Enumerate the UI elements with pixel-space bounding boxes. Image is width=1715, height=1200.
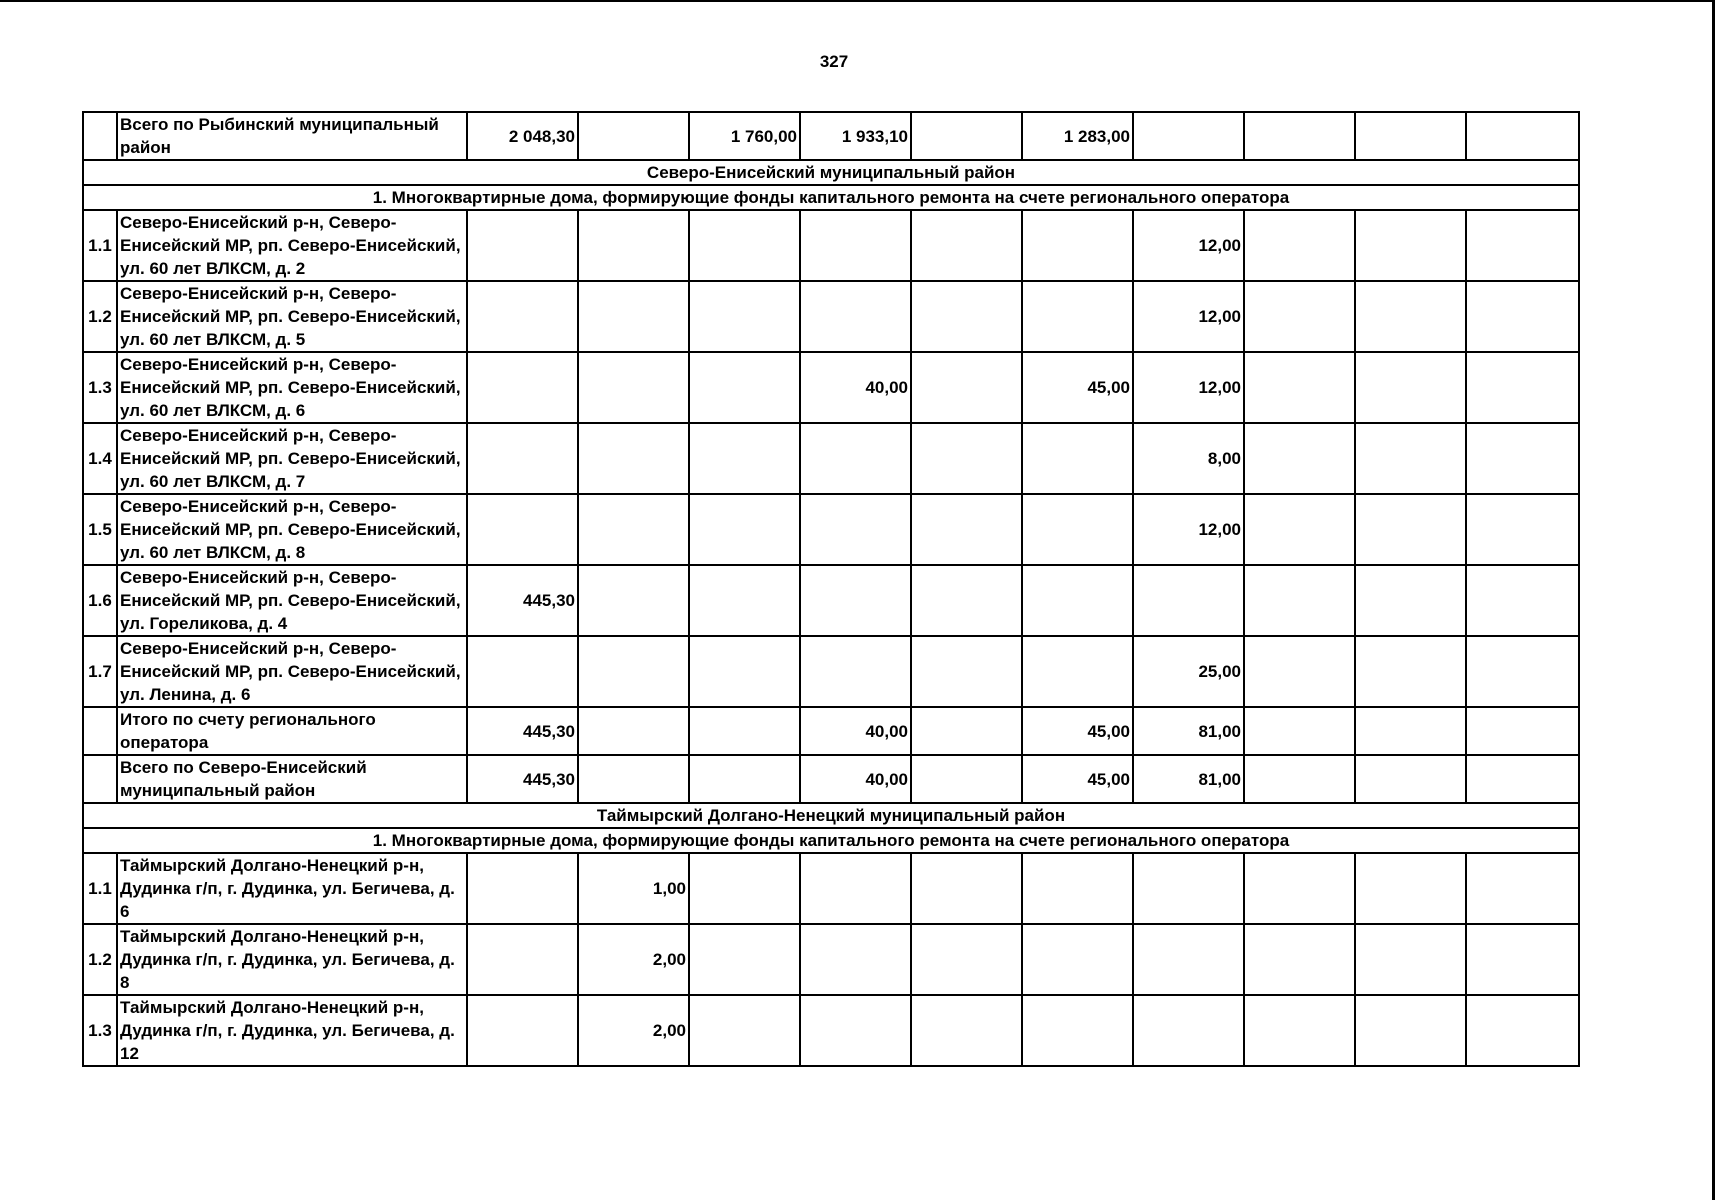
row-number: 1.2 bbox=[83, 924, 117, 995]
table-row bbox=[83, 423, 1579, 494]
value-cell bbox=[911, 636, 1022, 707]
value-cell bbox=[467, 281, 578, 352]
value-cell bbox=[1466, 995, 1579, 1066]
table-row bbox=[83, 352, 1579, 423]
table-row bbox=[83, 636, 1579, 707]
value-cell bbox=[1466, 423, 1579, 494]
value-cell: 12,00 bbox=[1133, 352, 1244, 423]
value-cell: 40,00 bbox=[800, 707, 911, 755]
value-cell bbox=[800, 853, 911, 924]
value-cell: 40,00 bbox=[800, 755, 911, 803]
value-cell bbox=[1244, 565, 1355, 636]
table-row bbox=[83, 707, 1579, 755]
value-cell bbox=[467, 853, 578, 924]
row-address: Северо-Енисейский р-н, Северо-Енисейский МР, рп. Северо-Енисейский, ул. 60 лет ВЛКСМ, д. 5 bbox=[117, 281, 467, 352]
value-cell bbox=[689, 565, 800, 636]
value-cell bbox=[578, 565, 689, 636]
value-cell: 25,00 bbox=[1133, 636, 1244, 707]
value-cell bbox=[1022, 636, 1133, 707]
value-cell bbox=[1133, 924, 1244, 995]
value-cell bbox=[800, 565, 911, 636]
row-number: 1.1 bbox=[83, 210, 117, 281]
value-cell bbox=[1244, 636, 1355, 707]
section-title: Северо-Енисейский муниципальный район bbox=[83, 160, 1579, 185]
value-cell bbox=[1244, 924, 1355, 995]
value-cell bbox=[1466, 565, 1579, 636]
value-cell bbox=[1022, 995, 1133, 1066]
value-cell bbox=[578, 423, 689, 494]
row-number bbox=[83, 755, 117, 803]
value-cell bbox=[1355, 755, 1466, 803]
value-cell: 12,00 bbox=[1133, 494, 1244, 565]
value-cell bbox=[911, 924, 1022, 995]
row-number: 1.4 bbox=[83, 423, 117, 494]
value-cell: 45,00 bbox=[1022, 352, 1133, 423]
row-address: Таймырский Долгано-Ненецкий р-н, Дудинка г/п, г. Дудинка, ул. Бегичева, д. 12 bbox=[117, 995, 467, 1066]
row-number: 1.1 bbox=[83, 853, 117, 924]
value-cell bbox=[1355, 210, 1466, 281]
value-cell bbox=[689, 995, 800, 1066]
value-cell bbox=[467, 352, 578, 423]
value-cell bbox=[578, 494, 689, 565]
value-cell bbox=[1466, 636, 1579, 707]
value-cell: 81,00 bbox=[1133, 755, 1244, 803]
table-body bbox=[83, 112, 1579, 1066]
value-cell bbox=[911, 995, 1022, 1066]
value-cell bbox=[1244, 210, 1355, 281]
value-cell: 1 933,10 bbox=[800, 112, 911, 160]
value-cell bbox=[467, 494, 578, 565]
row-number: 1.5 bbox=[83, 494, 117, 565]
value-cell bbox=[578, 636, 689, 707]
value-cell bbox=[1022, 210, 1133, 281]
value-cell bbox=[1466, 853, 1579, 924]
page-border-top bbox=[0, 0, 1715, 2]
value-cell: 1,00 bbox=[578, 853, 689, 924]
value-cell: 2,00 bbox=[578, 995, 689, 1066]
value-cell bbox=[1355, 494, 1466, 565]
value-cell: 8,00 bbox=[1133, 423, 1244, 494]
table-row bbox=[83, 853, 1579, 924]
value-cell bbox=[1466, 755, 1579, 803]
value-cell bbox=[911, 112, 1022, 160]
row-address: Северо-Енисейский р-н, Северо-Енисейский МР, рп. Северо-Енисейский, ул. 60 лет ВЛКСМ, д. 8 bbox=[117, 494, 467, 565]
value-cell bbox=[689, 853, 800, 924]
value-cell bbox=[1466, 281, 1579, 352]
value-cell bbox=[689, 755, 800, 803]
value-cell bbox=[800, 924, 911, 995]
row-address: Северо-Енисейский р-н, Северо-Енисейский МР, рп. Северо-Енисейский, ул. 60 лет ВЛКСМ, д. 6 bbox=[117, 352, 467, 423]
value-cell: 2 048,30 bbox=[467, 112, 578, 160]
value-cell bbox=[1022, 423, 1133, 494]
row-number: 1.3 bbox=[83, 995, 117, 1066]
table-row bbox=[83, 494, 1579, 565]
table-row bbox=[83, 755, 1579, 803]
section-header-row bbox=[83, 803, 1579, 828]
value-cell bbox=[1244, 494, 1355, 565]
value-cell bbox=[578, 281, 689, 352]
value-cell bbox=[1244, 755, 1355, 803]
value-cell bbox=[800, 494, 911, 565]
value-cell bbox=[578, 210, 689, 281]
value-cell bbox=[1244, 112, 1355, 160]
value-cell bbox=[689, 707, 800, 755]
value-cell bbox=[1022, 281, 1133, 352]
row-address: Северо-Енисейский р-н, Северо-Енисейский МР, рп. Северо-Енисейский, ул. Гореликова, д. 4 bbox=[117, 565, 467, 636]
value-cell bbox=[800, 281, 911, 352]
value-cell bbox=[467, 423, 578, 494]
value-cell bbox=[1133, 112, 1244, 160]
row-number: 1.3 bbox=[83, 352, 117, 423]
value-cell bbox=[1133, 995, 1244, 1066]
value-cell bbox=[911, 352, 1022, 423]
row-address: Северо-Енисейский р-н, Северо-Енисейский МР, рп. Северо-Енисейский, ул. 60 лет ВЛКСМ, д. 2 bbox=[117, 210, 467, 281]
value-cell bbox=[1244, 423, 1355, 494]
value-cell bbox=[1466, 352, 1579, 423]
value-cell bbox=[800, 636, 911, 707]
table-row bbox=[83, 565, 1579, 636]
value-cell bbox=[689, 281, 800, 352]
value-cell bbox=[467, 210, 578, 281]
value-cell bbox=[911, 853, 1022, 924]
value-cell bbox=[1355, 281, 1466, 352]
section-title: 1. Многоквартирные дома, формирующие фонды капитального ремонта на счете регионального оператора bbox=[83, 185, 1579, 210]
table-row bbox=[83, 924, 1579, 995]
value-cell bbox=[1355, 565, 1466, 636]
capital-repair-table bbox=[82, 111, 1580, 1067]
value-cell: 445,30 bbox=[467, 707, 578, 755]
value-cell bbox=[1355, 423, 1466, 494]
row-number: 1.2 bbox=[83, 281, 117, 352]
value-cell bbox=[1244, 707, 1355, 755]
value-cell bbox=[578, 112, 689, 160]
section-header-row bbox=[83, 185, 1579, 210]
value-cell bbox=[689, 924, 800, 995]
value-cell bbox=[467, 636, 578, 707]
row-address: Всего по Северо-Енисейский муниципальный район bbox=[117, 755, 467, 803]
value-cell bbox=[911, 281, 1022, 352]
section-header-row bbox=[83, 828, 1579, 853]
value-cell bbox=[467, 995, 578, 1066]
row-address: Итого по счету регионального оператора bbox=[117, 707, 467, 755]
value-cell bbox=[911, 565, 1022, 636]
value-cell bbox=[1466, 707, 1579, 755]
value-cell bbox=[911, 494, 1022, 565]
table-row bbox=[83, 995, 1579, 1066]
value-cell bbox=[911, 210, 1022, 281]
value-cell bbox=[1355, 112, 1466, 160]
row-number: 1.7 bbox=[83, 636, 117, 707]
value-cell bbox=[689, 423, 800, 494]
section-title: 1. Многоквартирные дома, формирующие фонды капитального ремонта на счете регионального оператора bbox=[83, 828, 1579, 853]
value-cell: 1 283,00 bbox=[1022, 112, 1133, 160]
value-cell bbox=[689, 494, 800, 565]
value-cell bbox=[1466, 112, 1579, 160]
row-address: Таймырский Долгано-Ненецкий р-н, Дудинка г/п, г. Дудинка, ул. Бегичева, д. 8 bbox=[117, 924, 467, 995]
value-cell bbox=[1355, 995, 1466, 1066]
row-address: Северо-Енисейский р-н, Северо-Енисейский МР, рп. Северо-Енисейский, ул. 60 лет ВЛКСМ, д. 7 bbox=[117, 423, 467, 494]
table-row bbox=[83, 210, 1579, 281]
value-cell bbox=[1466, 494, 1579, 565]
section-title: Таймырский Долгано-Ненецкий муниципальный район bbox=[83, 803, 1579, 828]
value-cell bbox=[1022, 494, 1133, 565]
value-cell bbox=[1022, 565, 1133, 636]
value-cell bbox=[1133, 565, 1244, 636]
value-cell bbox=[578, 707, 689, 755]
section-header-row bbox=[83, 160, 1579, 185]
value-cell bbox=[1133, 853, 1244, 924]
value-cell bbox=[578, 755, 689, 803]
value-cell bbox=[1355, 707, 1466, 755]
value-cell bbox=[1355, 636, 1466, 707]
row-address: Всего по Рыбинский муниципальный район bbox=[117, 112, 467, 160]
value-cell: 40,00 bbox=[800, 352, 911, 423]
value-cell: 445,30 bbox=[467, 755, 578, 803]
value-cell: 12,00 bbox=[1133, 281, 1244, 352]
value-cell: 2,00 bbox=[578, 924, 689, 995]
value-cell: 45,00 bbox=[1022, 707, 1133, 755]
value-cell bbox=[1244, 281, 1355, 352]
value-cell bbox=[911, 755, 1022, 803]
value-cell: 81,00 bbox=[1133, 707, 1244, 755]
value-cell bbox=[689, 636, 800, 707]
value-cell bbox=[1244, 853, 1355, 924]
value-cell: 445,30 bbox=[467, 565, 578, 636]
value-cell bbox=[1355, 924, 1466, 995]
value-cell bbox=[800, 423, 911, 494]
value-cell: 12,00 bbox=[1133, 210, 1244, 281]
value-cell bbox=[911, 423, 1022, 494]
value-cell bbox=[689, 352, 800, 423]
value-cell bbox=[1022, 853, 1133, 924]
value-cell bbox=[689, 210, 800, 281]
value-cell bbox=[1244, 995, 1355, 1066]
row-address: Северо-Енисейский р-н, Северо-Енисейский МР, рп. Северо-Енисейский, ул. Ленина, д. 6 bbox=[117, 636, 467, 707]
value-cell bbox=[467, 924, 578, 995]
value-cell bbox=[800, 995, 911, 1066]
value-cell bbox=[1466, 924, 1579, 995]
table-row bbox=[83, 281, 1579, 352]
row-number bbox=[83, 112, 117, 160]
value-cell bbox=[911, 707, 1022, 755]
value-cell bbox=[1244, 352, 1355, 423]
row-number bbox=[83, 707, 117, 755]
row-number: 1.6 bbox=[83, 565, 117, 636]
value-cell bbox=[800, 210, 911, 281]
value-cell bbox=[578, 352, 689, 423]
value-cell bbox=[1355, 352, 1466, 423]
page-number: 327 bbox=[819, 52, 849, 71]
table-row bbox=[83, 112, 1579, 160]
value-cell bbox=[1355, 853, 1466, 924]
value-cell: 1 760,00 bbox=[689, 112, 800, 160]
row-address: Таймырский Долгано-Ненецкий р-н, Дудинка г/п, г. Дудинка, ул. Бегичева, д. 6 bbox=[117, 853, 467, 924]
value-cell bbox=[1022, 924, 1133, 995]
value-cell: 45,00 bbox=[1022, 755, 1133, 803]
value-cell bbox=[1466, 210, 1579, 281]
